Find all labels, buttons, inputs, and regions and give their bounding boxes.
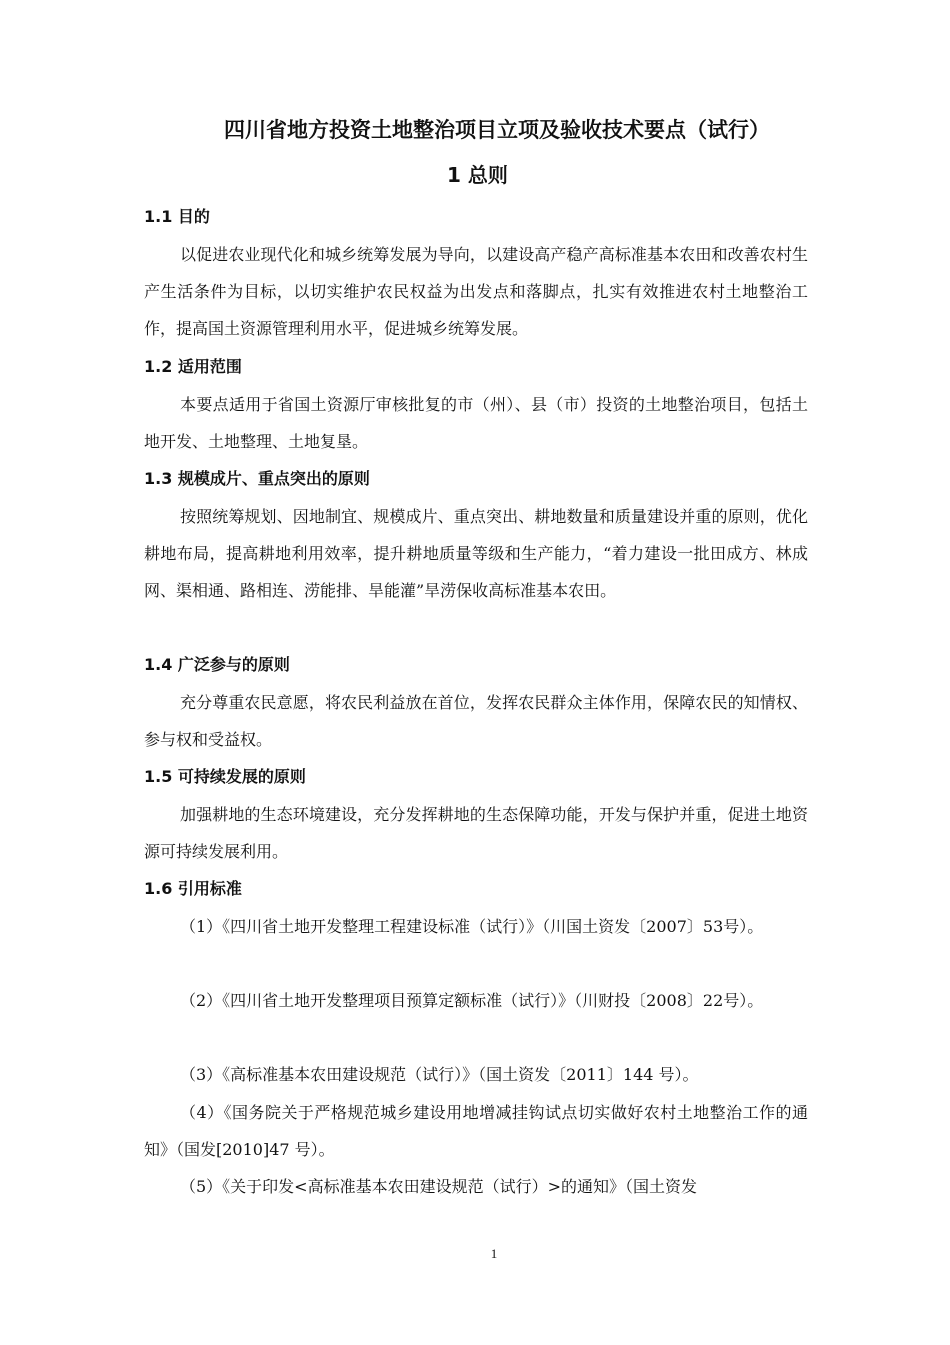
section-heading-1-4: 1.4 广泛参与的原则 xyxy=(144,655,290,674)
chapter-title: 1 总则 xyxy=(447,163,508,187)
section-heading-1-6: 1.6 引用标准 xyxy=(144,879,242,898)
reference-item: （1）《四川省土地开发整理工程建设标准（试行）》（川国土资发〔2007〕53号）。 xyxy=(180,917,764,936)
section-1-5-paragraph: 加强耕地的生态环境建设，充分发挥耕地的生态保障功能，开发与保护并重，促进土地资源可持续发展利用。 xyxy=(144,805,808,861)
section-heading-1-3: 1.3 规模成片、重点突出的原则 xyxy=(144,469,370,488)
reference-item: （4）《国务院关于严格规范城乡建设用地增减挂钩试点切实做好农村土地整治工作的通知》（国发[2010]47 号）。 xyxy=(144,1103,808,1159)
reference-item: （2）《四川省土地开发整理项目预算定额标准（试行）》（川财投〔2008〕22号）。 xyxy=(180,991,764,1010)
section-heading-1-2: 1.2 适用范围 xyxy=(144,357,242,376)
section-heading-1-5: 1.5 可持续发展的原则 xyxy=(144,767,306,786)
document-title: 四川省地方投资土地整治项目立项及验收技术要点（试行） xyxy=(224,118,770,142)
reference-item: （5）《关于印发<高标准基本农田建设规范（试行）>的通知》（国土资发 xyxy=(180,1177,697,1196)
section-heading-1-1: 1.1 目的 xyxy=(144,207,210,226)
section-1-3-paragraph: 按照统筹规划、因地制宜、规模成片、重点突出、耕地数量和质量建设并重的原则，优化耕地布局，提高耕地利用效率，提升耕地质量等级和生产能力，“着力建设一批田成方、林成网、渠相通、路相连、涝能排、旱能灌”旱涝保收高标准基本农田。 xyxy=(144,507,808,600)
reference-item: （3）《高标准基本农田建设规范（试行）》（国土资发〔2011〕144 号）。 xyxy=(180,1065,699,1084)
section-1-2-paragraph: 本要点适用于省国土资源厅审核批复的市（州）、县（市）投资的土地整治项目，包括土地开发、土地整理、土地复垦。 xyxy=(144,395,808,451)
page-number: 1 xyxy=(490,1246,498,1261)
section-1-1-paragraph: 以促进农业现代化和城乡统筹发展为导向，以建设高产稳产高标准基本农田和改善农村生产生活条件为目标，以切实维护农民权益为出发点和落脚点，扎实有效推进农村土地整治工作，提高国土资源管理利用水平，促进城乡统筹发展。 xyxy=(144,245,808,338)
section-1-4-paragraph: 充分尊重农民意愿，将农民利益放在首位，发挥农民群众主体作用，保障农民的知情权、参与权和受益权。 xyxy=(144,693,808,749)
